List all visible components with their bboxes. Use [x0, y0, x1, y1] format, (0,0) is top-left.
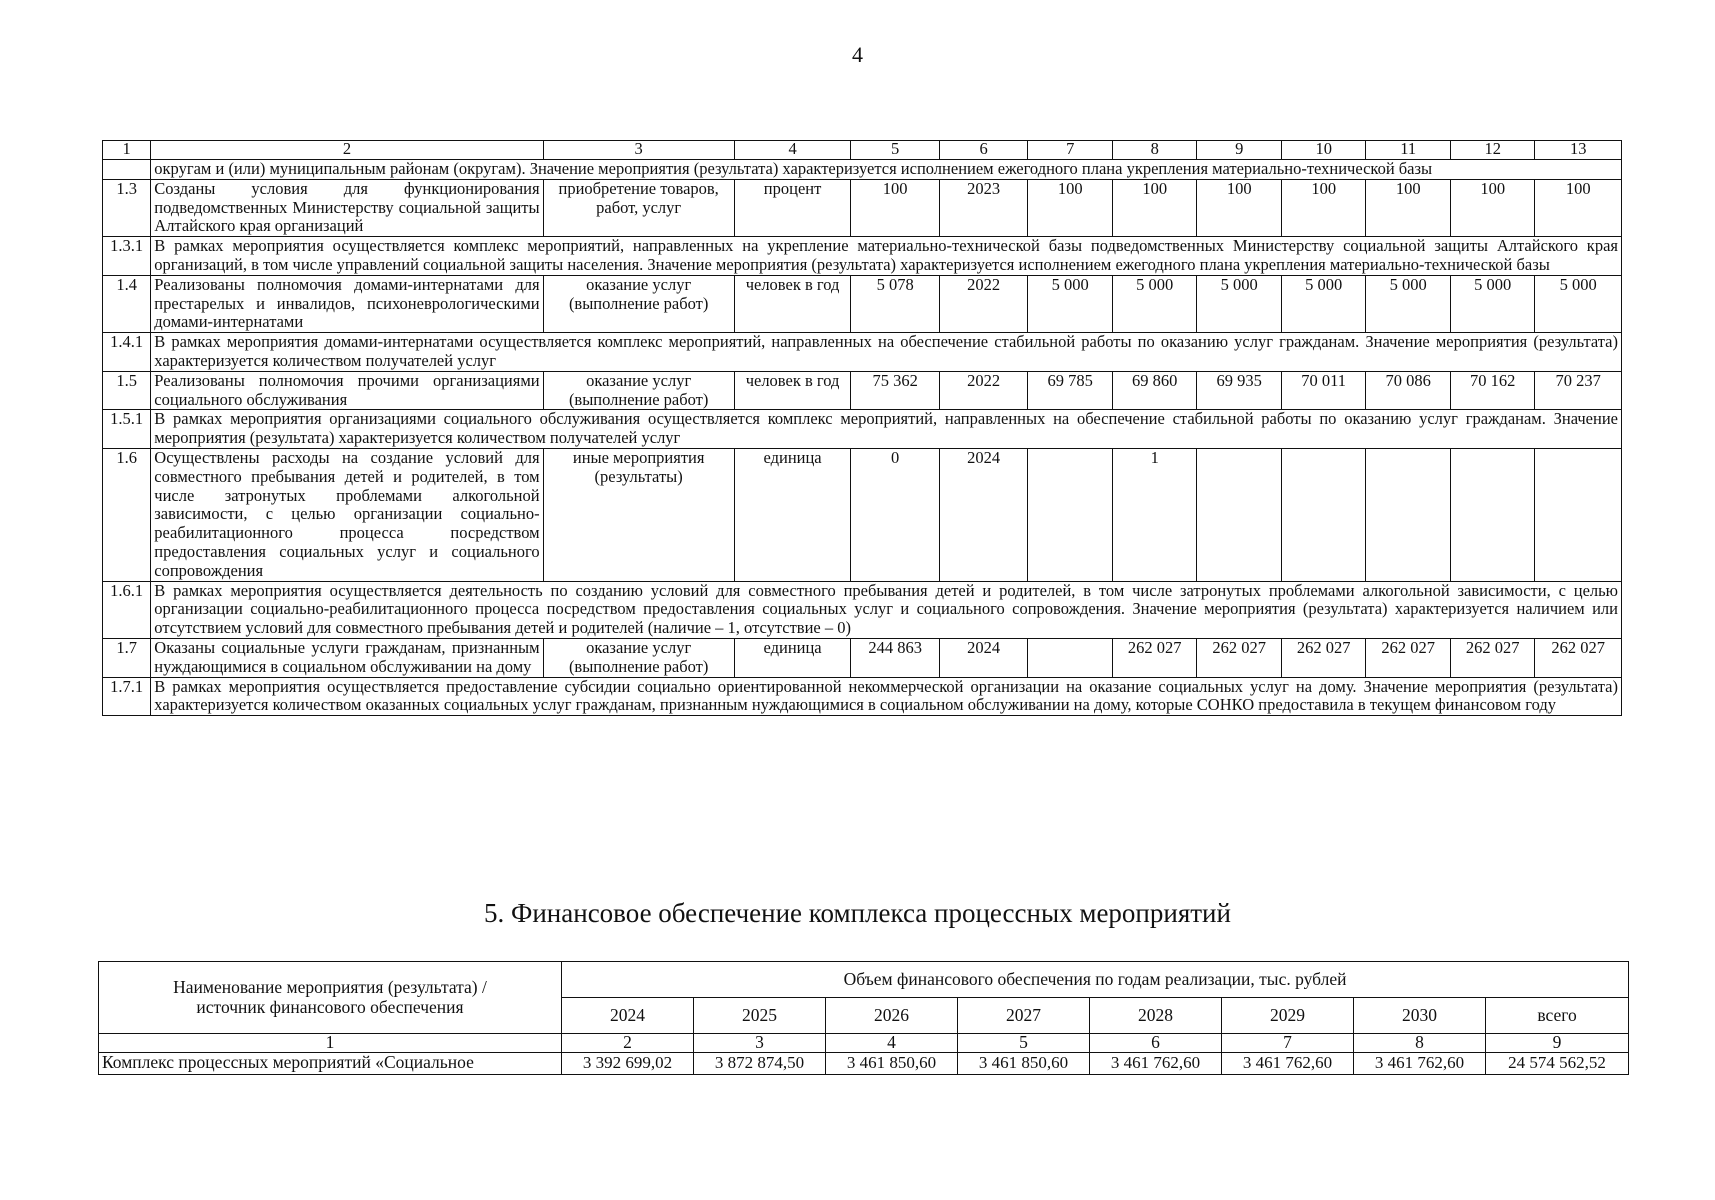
description-row — [103, 333, 1622, 372]
year-value: 262 027 — [1535, 638, 1622, 677]
amount-cell: 3 461 762,60 — [1090, 1052, 1222, 1074]
year-value: 100 — [1281, 179, 1366, 236]
col-name-header: Наименование мероприятия (результата) / источник финансового обеспечения — [99, 962, 562, 1034]
amount-cell: 3 461 850,60 — [958, 1052, 1090, 1074]
base-value: 0 — [851, 448, 940, 581]
measure-type: приобретение товаров, работ, услуг — [543, 179, 734, 236]
description-row — [103, 237, 1622, 276]
year-header: 2026 — [826, 998, 958, 1034]
amount-cell: 3 461 762,60 — [1222, 1052, 1354, 1074]
measure-unit: процент — [734, 179, 851, 236]
column-number: 5 — [958, 1034, 1090, 1053]
column-number: 1 — [103, 141, 151, 160]
row-name: Комплекс процессных мероприятий «Социальное — [99, 1052, 562, 1074]
description-number: 1.4.1 — [103, 333, 151, 372]
row-number: 1.7 — [103, 638, 151, 677]
table-row — [99, 1052, 1629, 1074]
base-value: 244 863 — [851, 638, 940, 677]
measure-name: Реализованы полномочия домами-интернатами для престарелых и инвалидов, психоневрологическими домами-интернатами — [151, 275, 543, 332]
description-number: 1.7.1 — [103, 677, 151, 716]
base-value: 5 078 — [851, 275, 940, 332]
year-value: 5 000 — [1281, 275, 1366, 332]
column-number: 2 — [562, 1034, 694, 1053]
table-row — [103, 638, 1622, 677]
continuation-num-cell — [103, 160, 151, 180]
table-row — [103, 179, 1622, 236]
year-header: 2027 — [958, 998, 1090, 1034]
year-header: 2025 — [694, 998, 826, 1034]
indicators-table — [102, 140, 1622, 716]
year-value: 100 — [1450, 179, 1535, 236]
row-number: 1.4 — [103, 275, 151, 332]
measure-unit: единица — [734, 448, 851, 581]
year-value: 69 935 — [1197, 371, 1282, 410]
measure-type: оказание услуг (выполнение работ) — [543, 275, 734, 332]
table-row — [103, 275, 1622, 332]
financing-table — [98, 961, 1629, 1075]
description-text: В рамках мероприятия организациями социального обслуживания осуществляется комплекс мероприятий, направленных на обеспечение стабильной работы по оказанию услуг гражданам. Значение мероприятия (результата) характеризуется количеством получателей услуг — [151, 410, 1622, 449]
column-number: 4 — [734, 141, 851, 160]
description-number: 1.5.1 — [103, 410, 151, 449]
column-number-row — [103, 141, 1622, 160]
column-number: 1 — [99, 1034, 562, 1053]
measure-type: оказание услуг (выполнение работ) — [543, 371, 734, 410]
year-value: 262 027 — [1197, 638, 1282, 677]
year-value: 100 — [1028, 179, 1113, 236]
table-row — [103, 448, 1622, 581]
measure-type: иные мероприятия (результаты) — [543, 448, 734, 581]
amount-cell: 3 392 699,02 — [562, 1052, 694, 1074]
year-value: 5 000 — [1535, 275, 1622, 332]
year-value — [1028, 638, 1113, 677]
year-header: 2030 — [1354, 998, 1486, 1034]
description-number: 1.6.1 — [103, 581, 151, 638]
year-value: 100 — [1366, 179, 1451, 236]
column-number: 13 — [1535, 141, 1622, 160]
year-value — [1281, 448, 1366, 581]
year-value — [1028, 448, 1113, 581]
measure-name: Созданы условия для функционирования подведомственных Министерству социальной защиты Алтайского края организаций — [151, 179, 543, 236]
measure-name: Осуществлены расходы на создание условий для совместного пребывания детей и родителей, в том числе затронутых проблемами алкогольной зависимости, с целью организации социально-реабилитационного процесса посредством предоставления социальных услуг и социального сопровождения — [151, 448, 543, 581]
column-number: 4 — [826, 1034, 958, 1053]
year-value: 1 — [1112, 448, 1197, 581]
column-number: 8 — [1354, 1034, 1486, 1053]
volume-header: Объем финансового обеспечения по годам реализации, тыс. рублей — [562, 962, 1629, 998]
column-number: 11 — [1366, 141, 1451, 160]
year-value: 262 027 — [1450, 638, 1535, 677]
measure-type: оказание услуг (выполнение работ) — [543, 638, 734, 677]
column-number: 6 — [939, 141, 1028, 160]
amount-cell: 3 461 762,60 — [1354, 1052, 1486, 1074]
measure-name: Оказаны социальные услуги гражданам, признанным нуждающимися в социальном обслуживании на дому — [151, 638, 543, 677]
year-value: 69 785 — [1028, 371, 1113, 410]
description-row — [103, 677, 1622, 716]
year-value: 100 — [1197, 179, 1282, 236]
column-number: 3 — [543, 141, 734, 160]
page-number: 4 — [852, 42, 863, 67]
description-number: 1.3.1 — [103, 237, 151, 276]
continuation-row — [103, 160, 1622, 180]
year-value: 5 000 — [1112, 275, 1197, 332]
column-number: 9 — [1486, 1034, 1629, 1053]
year-value: 5 000 — [1450, 275, 1535, 332]
base-year: 2023 — [939, 179, 1028, 236]
year-value: 100 — [1535, 179, 1622, 236]
column-number: 10 — [1281, 141, 1366, 160]
row-number: 1.6 — [103, 448, 151, 581]
column-number: 9 — [1197, 141, 1282, 160]
base-year: 2022 — [939, 371, 1028, 410]
amount-cell: 3 461 850,60 — [826, 1052, 958, 1074]
amount-cell: 3 872 874,50 — [694, 1052, 826, 1074]
year-header: всего — [1486, 998, 1629, 1034]
year-value: 69 860 — [1112, 371, 1197, 410]
row-number: 1.3 — [103, 179, 151, 236]
measure-unit: человек в год — [734, 275, 851, 332]
year-header: 2028 — [1090, 998, 1222, 1034]
description-text: В рамках мероприятия осуществляется предоставление субсидии социально ориентированной некоммерческой организации на оказание социальных услуг на дому. Значение мероприятия (результата) характеризуется количеством оказанных социальных услуг гражданам, признанным нуждающимися в социальном обслуживании на дому, которые СОНКО предоставила в текущем финансовом году — [151, 677, 1622, 716]
year-header: 2029 — [1222, 998, 1354, 1034]
year-value: 70 086 — [1366, 371, 1451, 410]
continuation-text: округам и (или) муниципальным районам (округам). Значение мероприятия (результата) характеризуется исполнением ежегодного плана укрепления материально-технической базы — [151, 160, 1622, 180]
measure-unit: человек в год — [734, 371, 851, 410]
row-number: 1.5 — [103, 371, 151, 410]
year-value: 70 237 — [1535, 371, 1622, 410]
base-year: 2022 — [939, 275, 1028, 332]
year-value: 262 027 — [1112, 638, 1197, 677]
column-number: 8 — [1112, 141, 1197, 160]
year-value: 70 011 — [1281, 371, 1366, 410]
table-row — [103, 371, 1622, 410]
description-row — [103, 410, 1622, 449]
year-value — [1535, 448, 1622, 581]
column-number: 6 — [1090, 1034, 1222, 1053]
year-value: 262 027 — [1366, 638, 1451, 677]
column-number: 12 — [1450, 141, 1535, 160]
year-value — [1450, 448, 1535, 581]
measure-name: Реализованы полномочия прочими организациями социального обслуживания — [151, 371, 543, 410]
year-value: 262 027 — [1281, 638, 1366, 677]
description-text: В рамках мероприятия осуществляется комплекс мероприятий, направленных на укрепление материально-технической базы подведомственных Министерству социальной защиты Алтайского края организаций, в том числе управлений социальной защиты населения. Значение мероприятия (результата) характеризуется исполнением ежегодного плана укрепления материально-технической базы — [151, 237, 1622, 276]
measure-unit: единица — [734, 638, 851, 677]
column-number: 2 — [151, 141, 543, 160]
base-value: 100 — [851, 179, 940, 236]
year-value: 5 000 — [1197, 275, 1282, 332]
year-value: 70 162 — [1450, 371, 1535, 410]
column-number: 7 — [1028, 141, 1113, 160]
column-number: 5 — [851, 141, 940, 160]
column-number-row — [99, 1034, 1629, 1053]
year-value: 100 — [1112, 179, 1197, 236]
base-year: 2024 — [939, 638, 1028, 677]
year-value — [1366, 448, 1451, 581]
description-text: В рамках мероприятия домами-интернатами осуществляется комплекс мероприятий, направленных на обеспечение стабильной работы по оказанию услуг гражданам. Значение мероприятия (результата) характеризуется количеством получателей услуг — [151, 333, 1622, 372]
base-value: 75 362 — [851, 371, 940, 410]
year-value — [1197, 448, 1282, 581]
year-header: 2024 — [562, 998, 694, 1034]
amount-cell: 24 574 562,52 — [1486, 1052, 1629, 1074]
column-number: 3 — [694, 1034, 826, 1053]
section-5-title: 5. Финансовое обеспечение комплекса процессных мероприятий — [484, 898, 1231, 928]
year-value: 5 000 — [1028, 275, 1113, 332]
description-text: В рамках мероприятия осуществляется деятельность по созданию условий для совместного пребывания детей и родителей, в том числе затронутых проблемами алкогольной зависимости, с целью организации социально-реабилитационного процесса посредством предоставления социальных услуг и социального сопровождения. Значение мероприятия (результата) характеризуется наличием или отсутствием условий для совместного пребывания детей и родителей (наличие – 1, отсутствие – 0) — [151, 581, 1622, 638]
base-year: 2024 — [939, 448, 1028, 581]
year-value: 5 000 — [1366, 275, 1451, 332]
description-row — [103, 581, 1622, 638]
column-number: 7 — [1222, 1034, 1354, 1053]
